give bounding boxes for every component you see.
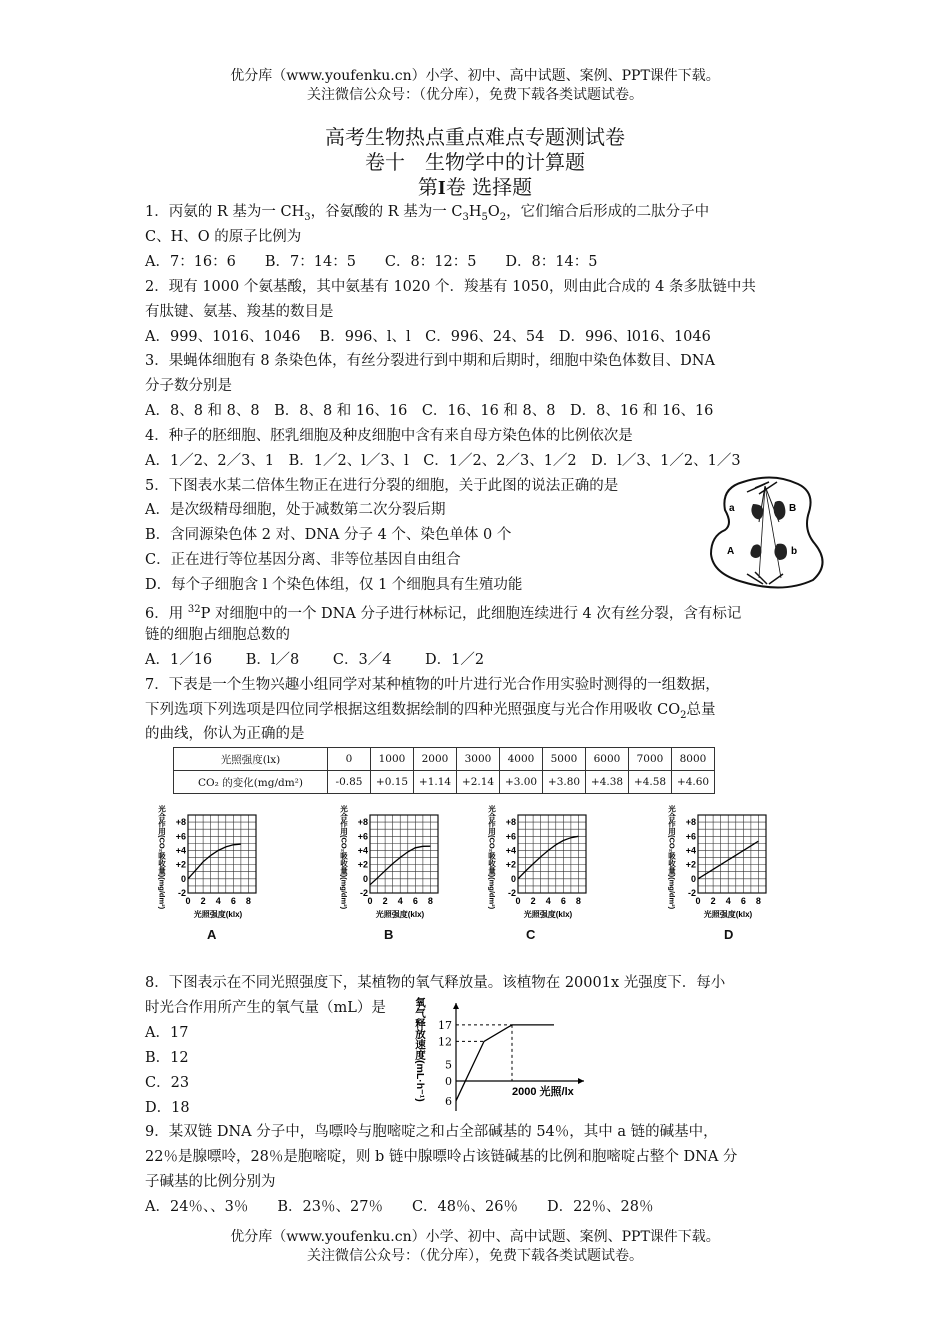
- x-tick-label: 4: [545, 896, 551, 906]
- q2-options: A．999、1016、1046 B．996、l、l C．996、24、54 D．996、l016、1046: [145, 329, 711, 345]
- table-cell: 5000: [543, 748, 586, 771]
- q5-option-a: A．是次级精母细胞，处于减数第二次分裂后期: [145, 502, 446, 518]
- q7-line-3: 的曲线，你认为正确的是: [145, 726, 305, 742]
- x-axis-label: 光照强度(klx): [523, 910, 573, 919]
- q6-l1b: P 对细胞中的一个 DNA 分子进行林标记，此细胞连续进行 4 次有丝分裂，含有标记: [200, 605, 742, 622]
- q1-line-2: C、H、O 的原子比例为: [145, 229, 302, 245]
- q8-line-1: 8．下图表示在不同光照强度下，某植物的氧气释放量。该植物在 20001x 光强度下．每小: [145, 975, 726, 991]
- q5-option-b: B．含同源染色体 2 对、DNA 分子 4 个、染色单体 0 个: [145, 527, 512, 543]
- q8-option-c: C．23: [145, 1075, 190, 1091]
- x-tick-label: 0: [515, 896, 521, 906]
- q6-l1a: 6．用: [145, 605, 188, 622]
- y-tick-label: 0: [445, 1075, 452, 1088]
- y-tick-label: +4: [505, 845, 516, 856]
- table-cell: 4000: [500, 748, 543, 771]
- x-tick-label: 0: [185, 896, 191, 906]
- table-cell: +3.80: [543, 771, 586, 794]
- y-tick-label: 0: [362, 873, 368, 884]
- cell-label-A: A: [727, 546, 735, 557]
- graph-letter-d: D: [724, 927, 734, 942]
- main-title: 高考生物热点重点难点专题测试卷: [325, 125, 625, 149]
- table-cell: +3.00: [500, 771, 543, 794]
- q6-sup: 32: [187, 604, 201, 615]
- plot-frame: [518, 815, 586, 893]
- x-tick-label: 0: [367, 896, 373, 906]
- x-tick-label: 6: [740, 896, 746, 906]
- q1-l1e: ，它们缩合后形成的二肽分子中: [506, 204, 710, 220]
- header-line-2: 关注微信公众号：（优分库），免费下载各类试题试卷。: [307, 87, 643, 103]
- table-header-co2: CO₂ 的变化(mg/dm²): [174, 771, 328, 794]
- q1-l1b: ，谷氨酸的 R 基为一 C: [310, 204, 463, 220]
- y-axis-label: 光合作用(CO₂吸收量)(mg/dm²): [667, 805, 677, 910]
- y-tick-label: 6: [445, 1095, 452, 1108]
- x-axis-arrow: [578, 1078, 584, 1084]
- x-tick-label: 8: [245, 896, 251, 906]
- q7-graph-b: [332, 803, 472, 921]
- table-cell: 7000: [629, 748, 672, 771]
- y-tick-label: +8: [357, 817, 368, 828]
- y-tick-label: 0: [690, 873, 696, 884]
- x-axis-label: 光照强度(klx): [193, 910, 243, 919]
- q7-graph-d: [660, 803, 800, 921]
- x-tick-label: 6: [230, 896, 236, 906]
- x-tick-label: 6: [560, 896, 566, 906]
- sub-title: 卷十 生物学中的计算题: [365, 150, 585, 174]
- y-tick-label: 0: [510, 873, 516, 884]
- q3-line-1: 3．果蝇体细胞有 8 条染色体，有丝分裂进行到中期和后期时，细胞中染色体数目、DNA: [145, 353, 715, 369]
- x-tick-label: 4: [215, 896, 221, 906]
- q7-graph-a: [150, 803, 290, 921]
- q5-option-c: C．正在进行等位基因分离、非等位基因自由组合: [145, 552, 461, 568]
- plot-frame: [188, 815, 256, 893]
- q8-option-a: A．17: [145, 1025, 189, 1041]
- q7-line-2: [145, 700, 715, 726]
- x-tick-label: 0: [695, 896, 701, 906]
- q7-l2b: 总量: [686, 702, 716, 718]
- q9-options: A．24％、、3％ B．23％、27％ C．48％、26％ D．22％、28％: [145, 1199, 654, 1215]
- q1-l1c: H: [468, 204, 482, 220]
- q1-sub3: 5: [481, 211, 488, 223]
- q1-sub1: 3: [304, 211, 311, 223]
- y-axis-label: 氧气释放速度(mL·h⁻¹): [414, 997, 426, 1102]
- q6-line-2: 链的细胞占细胞总数的: [145, 627, 290, 643]
- y-tick-label: +4: [685, 845, 696, 856]
- q8-oxygen-graph: [412, 995, 592, 1120]
- q5-line-1: 5．下图表水某二倍体生物正在进行分裂的细胞，关于此图的说法正确的是: [145, 478, 619, 494]
- y-tick-label: -2: [359, 888, 368, 898]
- q2-line-1: 2．现有 1000 个氨基酸，其中氨基有 1020 个．羧基有 1050，则由此合成的 4 条多肽链中共: [145, 279, 756, 295]
- cell-label-a: a: [729, 503, 735, 514]
- q7-l2a: 下列选项下列选项是四位同学根据这组数据绘制的四种光照强度与光合作用吸收 CO: [145, 702, 681, 718]
- x-axis-label: 2000 光照/lx: [512, 1086, 574, 1098]
- x-tick-label: 2: [200, 896, 206, 906]
- x-axis-label: 光照强度(klx): [703, 910, 753, 919]
- q4-line-1: 4．种子的胚细胞、胚乳细胞及种皮细胞中含有来自母方染色体的比例依次是: [145, 428, 633, 444]
- q1-l1a: 1．丙氨的 R 基为一 CH: [145, 204, 305, 220]
- y-tick-label: +2: [357, 859, 368, 870]
- q8-option-d: D．18: [145, 1100, 190, 1116]
- q7-line-1: 7．下表是一个生物兴趣小组同学对某种植物的叶片进行光合作用实验时测得的一组数据，: [145, 677, 720, 693]
- y-tick-label: +8: [175, 817, 186, 828]
- q1-sub2: 3: [462, 211, 469, 223]
- y-tick-label: +8: [505, 817, 516, 828]
- q6-line-1: [145, 600, 741, 624]
- y-tick-label: +2: [175, 859, 186, 870]
- q9-line-2: 22％是腺嘌呤，28％是胞嘧啶，则 b 链中腺嘌呤占该链碱基的比例和胞嘧啶占整个 DNA 分: [145, 1149, 738, 1165]
- y-tick-label: -2: [507, 888, 516, 898]
- y-tick-label: 17: [438, 1018, 452, 1032]
- table-cell: +4.60: [672, 771, 715, 794]
- x-tick-label: 8: [575, 896, 581, 906]
- table-cell: 1000: [371, 748, 414, 771]
- q3-line-2: 分子数分别是: [145, 378, 232, 394]
- x-tick-label: 2: [710, 896, 716, 906]
- q1-line-1: [145, 202, 709, 228]
- table-cell: +2.14: [457, 771, 500, 794]
- footer-line-2: 关注微信公众号：（优分库），免费下载各类试题试卷。: [307, 1248, 643, 1264]
- table-cell: +0.15: [371, 771, 414, 794]
- graph-letter-a: A: [207, 927, 217, 942]
- graph-letter-c: C: [526, 927, 536, 942]
- plot-frame: [698, 815, 766, 893]
- table-cell: 6000: [586, 748, 629, 771]
- series-line: [188, 844, 241, 879]
- q4-options: A．1／2、2／3、1 B．1／2、l／3、l C．1／2、2／3、1／2 D．l／3、1／2、1／3: [145, 453, 741, 469]
- y-tick-label: +8: [685, 817, 696, 828]
- q6-options: A．1／16 B．l／8 C．3／4 D．1／2: [145, 652, 485, 668]
- q2-line-2: 有肽键、氨基、羧基的数目是: [145, 304, 334, 320]
- q8-option-b: B．12: [145, 1050, 189, 1066]
- part-title: [0, 176, 950, 200]
- header-line-1: 优分库（www.youfenku.cn）小学、初中、高中试题、案例、PPT课件下载。: [230, 68, 720, 84]
- y-tick-label: +2: [505, 859, 516, 870]
- q1-options: A．7：16：6 B．7：14：5 C．8：12：5 D．8：14：5: [145, 254, 598, 270]
- q8-line-2: 时光合作用所产生的氧气量（mL）是: [145, 1000, 386, 1016]
- y-axis-label: 光合作用(CO₂吸收量)(mg/dm²): [157, 805, 167, 910]
- x-tick-label: 4: [397, 896, 403, 906]
- table-cell: +1.14: [414, 771, 457, 794]
- table-cell: 8000: [672, 748, 715, 771]
- footer-line-1: 优分库（www.youfenku.cn）小学、初中、高中试题、案例、PPT课件下载。: [230, 1229, 720, 1245]
- table-row-co2: [174, 771, 715, 794]
- part-title-c: 卷 选择题: [445, 175, 533, 199]
- x-tick-label: 4: [725, 896, 731, 906]
- x-axis-label: 光照强度(klx): [375, 910, 425, 919]
- x-tick-label: 6: [412, 896, 418, 906]
- x-tick-label: 8: [755, 896, 761, 906]
- q1-sub4: 2: [499, 211, 507, 223]
- y-axis-arrow: [453, 1003, 459, 1009]
- q3-options: A．8、8 和 8、8 B．8、8 和 16、16 C．16、16 和 8、8 D．8、16 和 16、16: [145, 403, 714, 419]
- cell-division-figure: [703, 474, 833, 592]
- y-tick-label: +4: [357, 845, 368, 856]
- table-row-light: [174, 748, 715, 771]
- y-tick-label: +6: [505, 831, 516, 842]
- cell-label-B: B: [789, 503, 797, 514]
- part-title-b: I: [437, 177, 446, 199]
- y-tick-label: -2: [177, 888, 186, 898]
- q1-l1d: O: [487, 204, 500, 220]
- table-cell: +4.58: [629, 771, 672, 794]
- q9-line-3: 子碱基的比例分别为: [145, 1174, 276, 1190]
- y-tick-label: -2: [687, 888, 696, 898]
- y-tick-label: 12: [438, 1035, 452, 1049]
- y-axis-label: 光合作用(CO₂吸收量)(mg/dm²): [487, 805, 497, 910]
- y-tick-label: 0: [180, 873, 186, 884]
- cell-label-b: b: [791, 546, 798, 557]
- q5-option-d: D．每个子细胞含 l 个染色体组，仅 1 个细胞具有生殖功能: [145, 577, 523, 593]
- y-tick-label: 5: [445, 1058, 452, 1072]
- y-tick-label: +4: [175, 845, 186, 856]
- q9-line-1: 9．某双链 DNA 分子中，鸟嘌呤与胞嘧啶之和占全部碱基的 54％，其中 a 链的碱基中，: [145, 1124, 718, 1140]
- q7-data-table: [173, 747, 715, 794]
- graph-letter-b: B: [384, 927, 394, 942]
- y-tick-label: +2: [685, 859, 696, 870]
- x-tick-label: 2: [382, 896, 388, 906]
- part-title-a: 第: [417, 175, 438, 199]
- x-tick-label: 8: [427, 896, 433, 906]
- table-cell: -0.85: [328, 771, 371, 794]
- x-tick-label: 2: [530, 896, 536, 906]
- table-header-light: 光照强度(lx): [174, 748, 328, 771]
- q7-sub: 2: [680, 709, 687, 721]
- q7-graph-c: [480, 803, 620, 921]
- table-cell: 0: [328, 748, 371, 771]
- table-cell: 3000: [457, 748, 500, 771]
- y-tick-label: +6: [357, 831, 368, 842]
- y-tick-label: +6: [175, 831, 186, 842]
- table-cell: 2000: [414, 748, 457, 771]
- table-cell: +4.38: [586, 771, 629, 794]
- y-axis-label: 光合作用(CO₂吸收量)(mg/dm²): [339, 805, 349, 910]
- y-tick-label: +6: [685, 831, 696, 842]
